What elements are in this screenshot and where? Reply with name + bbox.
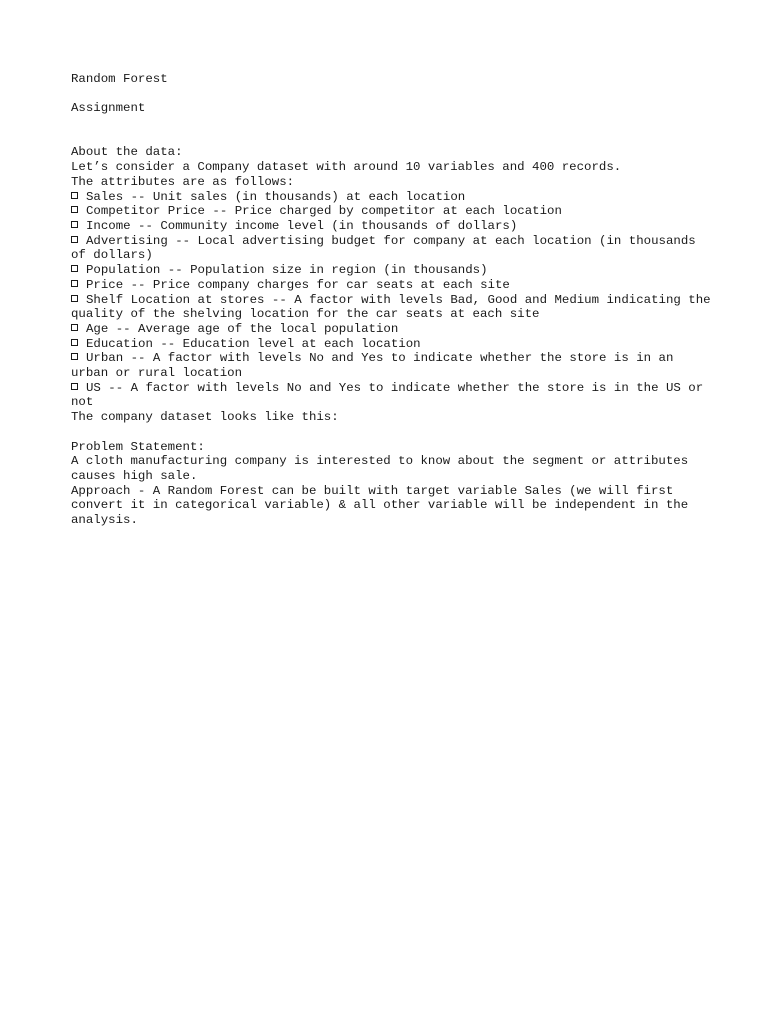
list-item <box>71 381 711 410</box>
problem-heading: Problem Statement: <box>71 439 205 454</box>
document-page <box>71 72 719 528</box>
intro-text: Let’s consider a Company dataset with around 10 variables and 400 records. <box>71 160 622 175</box>
attribute-text: Competitor Price -- Price charged by competitor at each location <box>86 204 562 219</box>
list-item <box>71 292 719 322</box>
list-item <box>71 219 711 234</box>
square-bullet-icon <box>71 206 78 213</box>
spacer <box>71 425 711 440</box>
problem-text: A cloth manufacturing company is interested to know about the segment or attributes causes high sale. <box>71 454 696 483</box>
square-bullet-icon <box>71 383 78 390</box>
attribute-text: Income -- Community income level (in thousands of dollars) <box>86 219 518 233</box>
dataset-note: The company dataset looks like this: <box>71 410 339 425</box>
attribute-text: Urban -- A factor with levels No and Yes to indicate whether the store is in an urban or rural location <box>71 351 681 381</box>
approach-text: Approach - A Random Forest can be built with target variable Sales (we will first convert it in categorical variable) & all other variable will be independent in the analysis. <box>71 483 696 528</box>
attributes-intro: The attributes are as follows: <box>71 174 295 189</box>
list-item <box>71 278 711 293</box>
square-bullet-icon <box>71 236 78 243</box>
list-item <box>71 204 711 219</box>
square-bullet-icon <box>71 324 78 331</box>
attribute-text: Age -- Average age of the local population <box>86 321 399 336</box>
list-item <box>71 351 711 380</box>
spacer <box>71 87 711 102</box>
spacer <box>71 116 711 145</box>
square-bullet-icon <box>71 192 78 199</box>
square-bullet-icon <box>71 295 78 302</box>
square-bullet-icon <box>71 221 78 228</box>
document-subtitle: Assignment <box>71 101 146 116</box>
square-bullet-icon <box>71 265 78 272</box>
square-bullet-icon <box>71 339 78 346</box>
about-heading: About the data: <box>71 145 183 160</box>
list-item <box>71 234 711 263</box>
attribute-text: Advertising -- Local advertising budget for company at each location (in thousands of dollars) <box>71 233 704 263</box>
document-title: Random Forest <box>71 72 168 86</box>
list-item <box>71 322 711 337</box>
attribute-text: Education -- Education level at each location <box>86 336 421 351</box>
list-item <box>71 263 711 278</box>
attribute-text: Sales -- Unit sales (in thousands) at each location <box>86 189 466 204</box>
list-item <box>71 190 711 205</box>
attribute-text: Shelf Location at stores -- A factor with levels Bad, Good and Medium indicating the quality of the shelving location for the car seats at each site <box>71 292 719 322</box>
square-bullet-icon <box>71 280 78 287</box>
attribute-text: US -- A factor with levels No and Yes to indicate whether the store is in the US or not <box>71 380 711 410</box>
attribute-text: Population -- Population size in region (in thousands) <box>86 263 488 278</box>
list-item <box>71 337 711 352</box>
attribute-list <box>71 189 719 411</box>
square-bullet-icon <box>71 353 78 360</box>
attribute-text: Price -- Price company charges for car seats at each site <box>86 277 510 292</box>
